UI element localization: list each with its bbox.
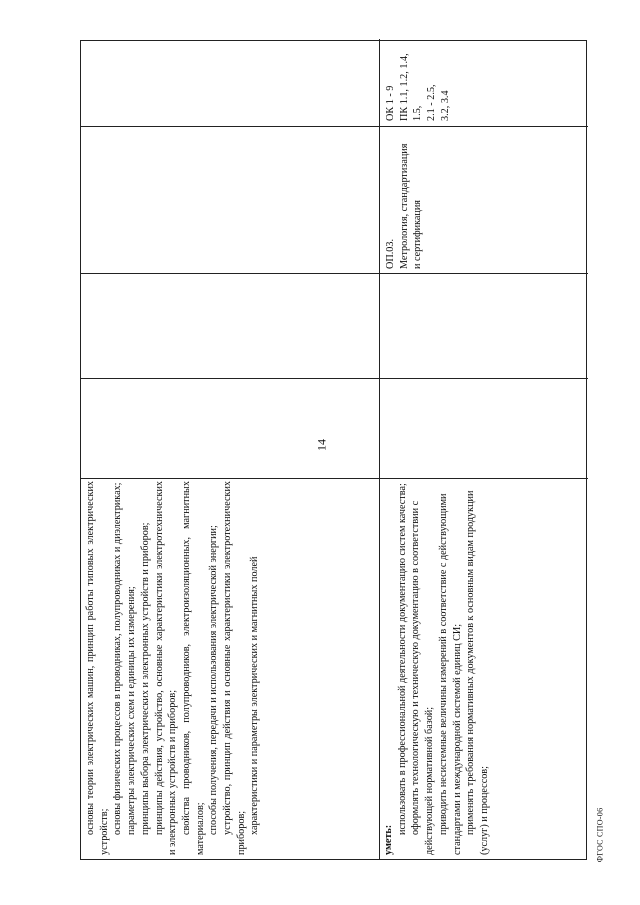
skills-cell — [382, 481, 586, 855]
competences-cell — [382, 40, 582, 124]
skills-heading: уметь: — [383, 824, 394, 855]
skill-item: оформлять технологическую и техническую документацию в соответствии с действующей нормативной базой; — [410, 500, 436, 855]
pk-codes-line: 3.2, 3.4 — [439, 90, 451, 121]
competence-table — [80, 40, 587, 860]
knowledge-cell — [84, 481, 379, 855]
skill-item: приводить несистемные величины измерений в соответствие с действующими стандартами и международной системой единиц СИ; — [437, 493, 463, 855]
discipline-cell — [382, 137, 582, 272]
knowledge-item: основы теории электрических машин, принцип работы типовых электрических устройств; — [85, 481, 110, 855]
knowledge-item: параметры электрических схем и единицы их измерения; — [126, 586, 138, 835]
knowledge-item: принципы действия, устройство, основные характеристики электротехнических и электронных устройств и приборов; — [153, 481, 179, 855]
column-divider — [81, 273, 588, 274]
knowledge-item: свойства проводников, полупроводников, электроизоляционных, магнитных материалов; — [180, 481, 206, 855]
knowledge-item: основы физических процессов в проводниках, полупроводниках и диэлектриках; — [112, 482, 124, 835]
pk-codes-line: 2.1 - 2.5, — [426, 84, 438, 121]
discipline-name: Метрология, стандартизация и сертификация — [398, 143, 424, 269]
knowledge-item: устройство, принцип действия и основные характеристики электротехнических приборов; — [222, 481, 247, 855]
pk-codes-line: ПК 1.1, 1.2, 1.4, 1.5, — [398, 53, 424, 121]
column-divider — [81, 378, 588, 379]
footer-code: ФГОС СПО-06 — [595, 807, 605, 863]
row-divider — [379, 39, 380, 859]
column-divider — [81, 126, 588, 127]
knowledge-item: способы получения, передачи и использования электрической энергии; — [208, 525, 220, 835]
knowledge-item: принципы выбора электрических и электронных устройств и приборов; — [139, 522, 151, 835]
skill-item: использовать в профессиональной деятельности документацию систем качества; — [396, 483, 408, 835]
table-container — [80, 40, 587, 860]
knowledge-item: характеристики и параметры электрических и магнитных полей — [249, 556, 261, 835]
discipline-code: ОП.03. — [385, 239, 396, 269]
ok-codes: ОК 1 - 9 — [385, 85, 396, 121]
page-number: 14 — [314, 439, 329, 451]
skill-item: применять требования нормативных документов к основным видам продукции (услуг) и процессов; — [465, 490, 490, 855]
column-divider — [81, 478, 588, 479]
